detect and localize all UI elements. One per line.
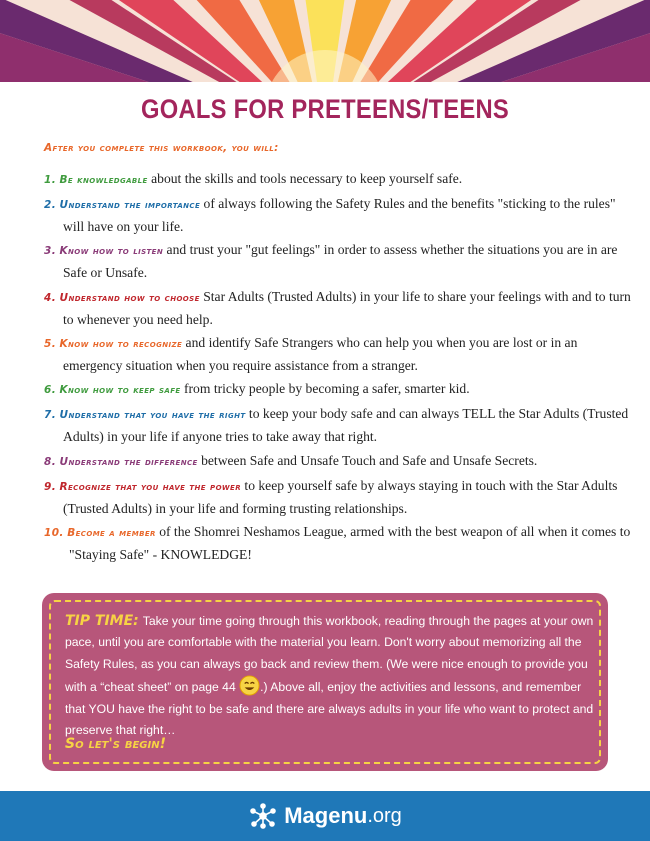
goal-text: to keep yourself safe by always staying in touch with the Star Adults (Trusted Adults) in your life and forming trusting relationships. [63, 478, 618, 516]
goal-item [44, 239, 633, 284]
goal-text: of always following the Safety Rules and the benefits "sticking to the rules" will have on your life. [63, 196, 616, 234]
goal-item [44, 193, 633, 238]
goal-number: 6. [44, 384, 57, 396]
intro-text: After you complete this workbook, you will: [44, 142, 279, 154]
footer-bar [0, 791, 650, 841]
goal-text: of the Shomrei Neshamos League, armed with the best weapon of all when it comes to "Staying Safe" - KNOWLEDGE! [69, 524, 631, 562]
goal-text: and trust your "gut feelings" in order to assess whether the situations you are in are Safe or Unsafe. [63, 242, 618, 280]
goal-highlight: Become a member [67, 527, 156, 539]
goal-item [44, 168, 633, 191]
goal-text: and identify Safe Strangers who can help you when you are lost or in an emergency situation when you require assistance from a stranger. [63, 335, 578, 373]
goal-number: 7. [44, 409, 57, 421]
goal-highlight: Know how to recognize [59, 338, 183, 350]
tip-dashed-border [49, 600, 601, 764]
tip-label: TIP TIME: [65, 613, 139, 629]
tip-text [65, 611, 601, 741]
page-title: GOALS FOR PRETEENS/TEENS [140, 94, 510, 124]
tip-box [42, 593, 608, 771]
goal-text: about the skills and tools necessary to keep yourself safe. [147, 171, 463, 186]
goal-number: 9. [44, 481, 57, 493]
goal-number: 4. [44, 292, 57, 304]
goal-item [44, 450, 633, 473]
tip-closing: So let's begin! [65, 736, 166, 752]
goal-highlight: Be knowledgable [59, 174, 148, 186]
goal-highlight: Understand the difference [59, 456, 198, 468]
goal-highlight: Know how to keep safe [59, 384, 181, 396]
goal-number: 3. [44, 245, 57, 257]
goal-text: between Safe and Unsafe Touch and Safe and Unsafe Secrets. [197, 453, 538, 468]
goal-item [44, 475, 633, 520]
goal-number: 10. [44, 527, 64, 539]
goal-number: 2. [44, 199, 57, 211]
network-figure-icon [248, 801, 278, 831]
goal-item [44, 286, 633, 331]
sunburst-banner [0, 0, 650, 82]
logo-extension: .org [367, 804, 402, 827]
goal-item [44, 403, 633, 448]
goal-item [44, 378, 633, 401]
goal-highlight: Recognize that you have the power [59, 481, 242, 493]
goal-highlight: Understand the importance [59, 199, 201, 211]
goal-highlight: Understand how to choose [59, 292, 200, 304]
goal-text: from tricky people by becoming a safer, smarter kid. [180, 381, 470, 396]
goal-highlight: Know how to listen [59, 245, 164, 257]
tip-body-end: .) Above all, enjoy the activities and lessons, and remember that YOU have the right to be safe and there are always adults in your life who want to protect and preserve that right… [65, 680, 594, 738]
goal-number: 8. [44, 456, 57, 468]
goal-item [44, 332, 633, 377]
goal-text: Star Adults (Trusted Adults) in your life to share your feelings with and to turn to whenever you need help. [63, 289, 631, 327]
logo-brand: Magenu [284, 803, 368, 828]
smiley-icon [239, 675, 260, 696]
goal-highlight: Understand that you have the right [59, 409, 246, 421]
goal-number: 5. [44, 338, 57, 350]
goal-number: 1. [44, 174, 57, 186]
goal-text: to keep your body safe and can always TELL the Star Adults (Trusted Adults) in your life if anyone tries to take away that right. [63, 406, 629, 444]
tip-body-start: Take your time going through this workbook, reading through the pages at your own pace, until you are comfortable with the material you learn. Don't worry about memorizing all the Safety Rules, as you can always go back and review them. (We were nice enough to provide you with a “cheat sheet” on page 44 [65, 614, 594, 695]
magenu-logo[interactable] [248, 801, 402, 831]
goal-item [44, 521, 639, 566]
